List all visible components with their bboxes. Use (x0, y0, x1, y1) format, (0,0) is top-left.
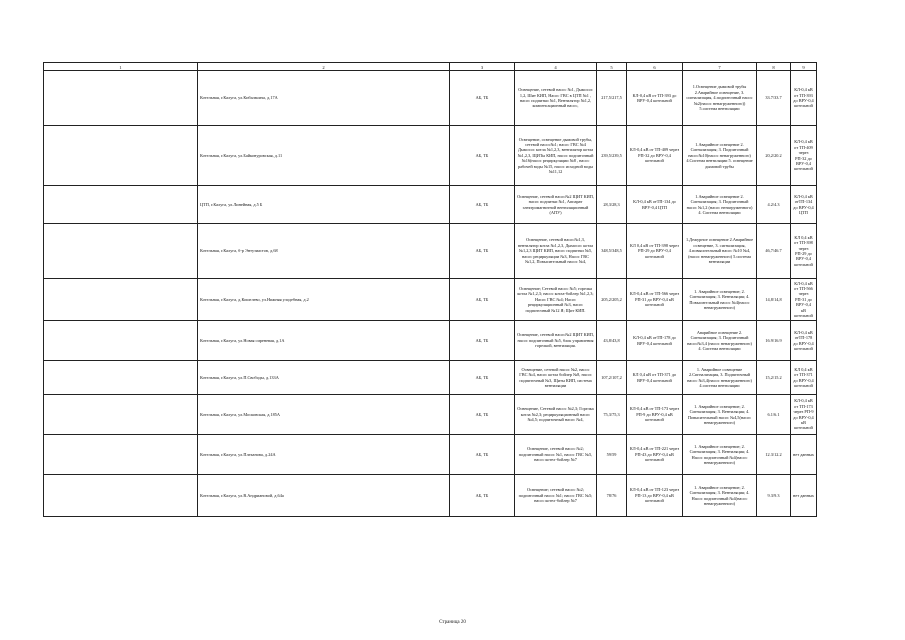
supply-line-cell: КЛ-0,4 кВ отТП-134 до ВРУ-0,4 ЦТП (627, 186, 683, 224)
power-cell: 205,2/205,2 (597, 279, 627, 321)
column-header: 2 (198, 63, 450, 71)
equipment-cell: Освещение, освещение дымовой трубы, сетевой насос№1; насос ГВС №4 Дымосос котла №1,2,3, вентилятор котла №1,2,3, ЩИТы КИП, насос подпиточный №16(насос рециркуляции №8 , насос рабочей воды №15, насос исходной воды №11,12 (515, 126, 597, 186)
row-number-cell (44, 395, 198, 435)
column-number-row (44, 63, 817, 71)
backup-line-cell: КЛ-0,4 кВ от ТП-566 через РП-31 до ВРУ-0,4 кВ котельной (791, 279, 817, 321)
table-row (44, 321, 817, 361)
backup-line-cell: КЛ-0,4 кВ от ТП-173 через РП-9 до ВРУ-0,4 кВ котельной (791, 395, 817, 435)
emergency-power-cell: 9.3/9.3 (757, 475, 791, 517)
emergency-power-cell: 6.1/6.1 (757, 395, 791, 435)
supply-line-cell: КЛ-0,4 кВ от ТП-173 через РП-9 до ВРУ-0,4 кВ котельной (627, 395, 683, 435)
backup-line-cell: нет данных (791, 435, 817, 475)
emergency-load-cell: 1. Аварийное освещение 2.Сигнализация, 3. Подпиточный насос №3,4(насос ненагруженного) 4.система вентиляции (683, 361, 757, 395)
power-cell: 59/59 (597, 435, 627, 475)
emergency-load-cell: Аварийное освещение 2. Сигнализация; 3. Подпиточный насос№3,4 (насос ненагруженного) 4. Система вентиляции (683, 321, 757, 361)
address-cell: Котельная, г.Калуга, ул.Байконуровская, д.11 (198, 126, 450, 186)
category-cell: АБ, ТБ (450, 224, 515, 279)
category-cell: АБ, ТБ (450, 361, 515, 395)
emergency-load-cell: 1. Аварийное освещение; 2. Сигнализация; 3. Вентиляция; 4. Насос подпиточный №4(насос ненагруженного) (683, 475, 757, 517)
page-number: Страница 20 (439, 620, 466, 625)
row-number-cell (44, 279, 198, 321)
table-row (44, 279, 817, 321)
emergency-power-cell: 4.2/4.3 (757, 186, 791, 224)
column-header: 9 (791, 63, 817, 71)
address-cell: Котельная, г.Калуга, д.Кошелево, ул.Нижняя улодебная, д.2 (198, 279, 450, 321)
column-header: 5 (597, 63, 627, 71)
table-row (44, 224, 817, 279)
emergency-power-cell: 15,2/15.2 (757, 361, 791, 395)
power-cell: 75,3/75,3 (597, 395, 627, 435)
address-cell: Котельная, г.Калуга, ул.Новая сиреневая, д.1А (198, 321, 450, 361)
equipment-cell: Освещение, сетевой насос №2, насос ГВС №4, насос котла бойлер №8, насос подпиточный №3, Щиты КИП, система вентиляции (515, 361, 597, 395)
category-cell: АБ, ТБ (450, 395, 515, 435)
backup-line-cell: КЛ-0,4 кВ от ТП-409 через РП-32 до ВРУ-0,4 котельной (791, 126, 817, 186)
supply-line-cell: КЛ-0,4 кВ отТП-178 до ВРУ-0,4 котельной (627, 321, 683, 361)
column-header: 8 (757, 63, 791, 71)
backup-line-cell: КЛ 0,4 кВ от ТП-371 до ВРУ-0,4 котельной (791, 361, 817, 395)
category-cell: АБ, ТБ (450, 279, 515, 321)
backup-line-cell: КЛ-0,4 кВ от ТП-393 до ВРУ-0,4 котельной (791, 71, 817, 126)
emergency-load-cell: 1. Аварийное освещение; 2. Сигнализация; 3. Вентиляция; 4. Повысительный насос №4,5(насос ненагруженного) (683, 395, 757, 435)
emergency-power-cell: 14,8/14,8 (757, 279, 791, 321)
supply-line-cell: КЛ-0,4 кВ от ТП-409 через РП-32 до ВРУ-0,4 котельной (627, 126, 683, 186)
table-row (44, 186, 817, 224)
address-cell: Котельная, г.Калуга, ул.Московская, д.185А (198, 395, 450, 435)
equipment-cell: Освещение; Сетевой насос №5; горелка котла №1,2,3; насос котла-бойлер №1,2,3; Насос ГВС №4; Насос рециркуляционный №3, насос подпиточный №12 Я; Щит КИП. (515, 279, 597, 321)
supply-line-cell: КЛ-0,4 кВ от ТП-566 через РП-31 до ВРУ-0,4 кВ котельной (627, 279, 683, 321)
backup-line-cell: нет данных (791, 475, 817, 517)
table-row (44, 475, 817, 517)
equipment-cell: Освещение, сетевой насос №2; подпиточный насос №1, насос ГВС №5, насос котел-бойлер №7 (515, 435, 597, 475)
table-row (44, 126, 817, 186)
equipment-cell: Освещение, сетевой насос №1, Дымосос 1,2, Шит КИП, Насос ГВС в ЦТП №1 , насос подпитки №1, Вентилятор №1,2, компенсационный насос, (515, 71, 597, 126)
row-number-cell (44, 186, 198, 224)
emergency-power-cell: 33.7/33.7 (757, 71, 791, 126)
table-row (44, 435, 817, 475)
category-cell: АБ, ТБ (450, 435, 515, 475)
emergency-load-cell: 1. Аварийное освещение; 2. Сигнализация; 3. Вентиляция; 4. Насос подпиточный №4(насос ненагруженного) (683, 435, 757, 475)
equipment-cell: Освещение; сетевой насос №2; подпиточный насос №1; насос ГВС №5; насос котел-бойлер №7 (515, 475, 597, 517)
emergency-load-cell: 1.Аварийное освещение 2. Сигнализация; 3. Подпиточный насос №1,2 (насос ненагруженного) 4. Система вентиляции (683, 186, 757, 224)
power-cell: 348,5/348,5 (597, 224, 627, 279)
emergency-load-cell: 1. Аварийное освещение; 2. Сигнализация; 3. Вентиляция; 4. Повысительный насос №4(насос ненагруженного) (683, 279, 757, 321)
address-cell: Котельная, г.Калуга, ул.Кибальчича, д.17А (198, 71, 450, 126)
emergency-load-cell: 1.Аварийное освещение 2. Сигнализация; 3. Подпиточный насос№10(насос ненагруженного) 4.Система вентиляции 5. освещение дымовой трубы (683, 126, 757, 186)
category-cell: АБ, ТБ (450, 186, 515, 224)
table-row (44, 71, 817, 126)
category-cell: АБ, ТБ (450, 321, 515, 361)
row-number-cell (44, 321, 198, 361)
address-cell: ЦТП, г.Калуга, ул.Линейная, д.5 Б (198, 186, 450, 224)
row-number-cell (44, 71, 198, 126)
row-number-cell (44, 224, 198, 279)
column-header: 1 (44, 63, 198, 71)
address-cell: Котельная, г.Калуга, ул.П.Свободы, д.133А (198, 361, 450, 395)
emergency-power-cell: 46,7/46.7 (757, 224, 791, 279)
category-cell: АБ, ТБ (450, 126, 515, 186)
column-header: 7 (683, 63, 757, 71)
table-row (44, 395, 817, 435)
address-cell: Котельная, г.Калуга, ул.Плеханова, д.24А (198, 435, 450, 475)
supply-line-cell: КЛ-0,4 кВ от ТП-221 через РП-43 до ВРУ-0,4 кВ котельной (627, 435, 683, 475)
power-cell: 107,2/107,2 (597, 361, 627, 395)
backup-line-cell: КЛ-0,4 кВ отТП-134 до ВРУ-0,4 ЦТП (791, 186, 817, 224)
row-number-cell (44, 126, 198, 186)
emergency-load-cell: 1.Освещение дымовой трубы 2.Аварийное освещение, 3. сигнализация, 4.подпиточный насос №2(насос ненагруженного)) 5.система вентиляции (683, 71, 757, 126)
table-row (44, 361, 817, 395)
column-header: 6 (627, 63, 683, 71)
backup-line-cell: КЛ 0,4 кВ от ТП-398 через РП-29 до ВРУ-0,4 котельной (791, 224, 817, 279)
row-number-cell (44, 361, 198, 395)
equipment-cell: Освещение, сетевой насос№1,3, вентилятор котла №1,2,3, Дымосос котла №1,2,3 ЩИТ КИП, насос подпитки №5, насос рециркуляции №3, Насос ГВС №1,2, Повысительный насос №4, (515, 224, 597, 279)
emergency-power-cell: 12.3/12.2 (757, 435, 791, 475)
supply-line-cell: КЛ 0,4 кВ от ТП-398 через РП-29 до ВРУ-0,4 котельной (627, 224, 683, 279)
supply-line-cell: КЛ-0,4 кВ от ТП-393 до ВРУ-0,4 котельной (627, 71, 683, 126)
row-number-cell (44, 475, 198, 517)
power-cell: 239,5/239,5 (597, 126, 627, 186)
equipment-cell: Освещение, Сетевой насос №2,3; Горелка котла №2,3; рециркуляционный насос №4,5; подпиточный насос №4, (515, 395, 597, 435)
emergency-load-cell: 1.Дежурное освещение 2.Аварийное освещение, 3. сигнализация, 4.повысительный насос №10 №4, (насос ненагруженного) 5.система вентиляции (683, 224, 757, 279)
power-cell: 217,5/217,5 (597, 71, 627, 126)
supply-line-cell: КЛ 0,4 кВ от ТП-371 до ВРУ-0,4 котельной (627, 361, 683, 395)
column-header: 4 (515, 63, 597, 71)
power-cell: 43,8/43,8 (597, 321, 627, 361)
emergency-power-cell: 20,2/20.2 (757, 126, 791, 186)
category-cell: АБ, ТБ (450, 475, 515, 517)
address-cell: Котельная, г.Калуга, б-р Энтузиастов, д.68 (198, 224, 450, 279)
address-cell: Котельная, г.Калуга, ул.В.Андриановой, д.64а (198, 475, 450, 517)
backup-line-cell: КЛ-0,4 кВ отТП-178 до ВРУ-0,4 котельной (791, 321, 817, 361)
load-table (43, 62, 817, 517)
equipment-cell: Освещение, сетевой насос№2 ЩИТ КИП, насос подпиточный №5, блок управления горелкой, вентиляция. (515, 321, 597, 361)
row-number-cell (44, 435, 198, 475)
supply-line-cell: КЛ-0,4 кВ от ТП-123 через РП-13 до ВРУ-0,4 кВ котельной (627, 475, 683, 517)
emergency-power-cell: 16.9/16.9 (757, 321, 791, 361)
power-cell: 28,3/28,3 (597, 186, 627, 224)
category-cell: АБ, ТБ (450, 71, 515, 126)
column-header: 3 (450, 63, 515, 71)
equipment-cell: Освещение, сетевой насос№2 ЩИТ КИП, насос подпитки №1, Аппарат электромагнитной вентиляционный (АПУ) (515, 186, 597, 224)
power-cell: 78/76 (597, 475, 627, 517)
